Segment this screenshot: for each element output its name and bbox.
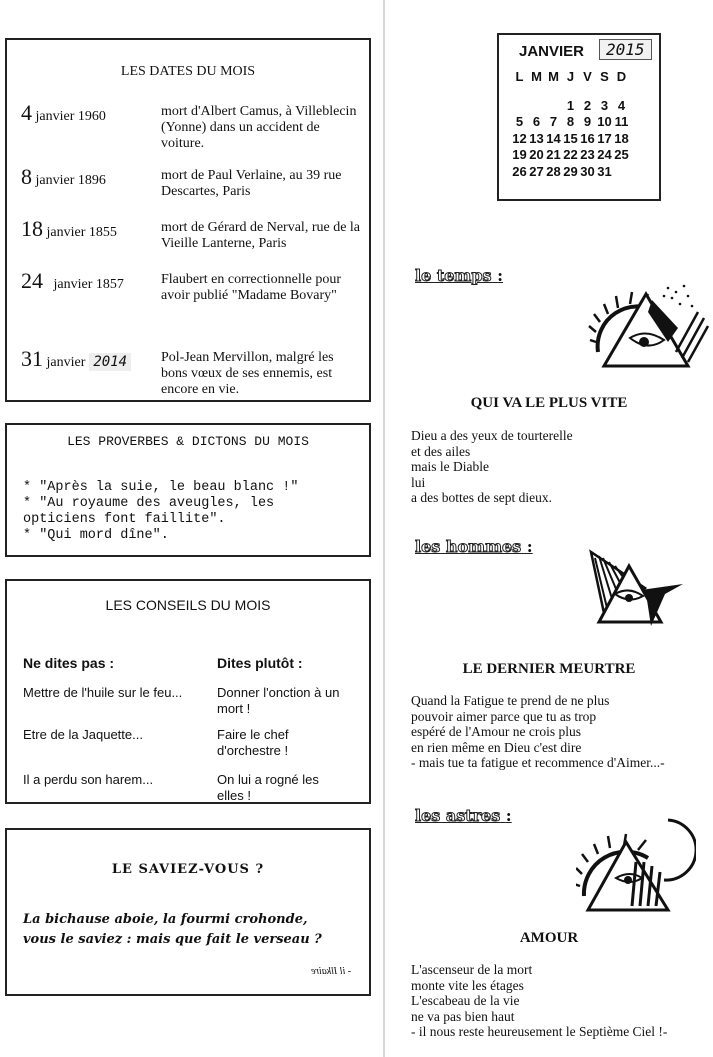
calendar (497, 33, 661, 201)
calendar-day: 3 (600, 97, 609, 113)
calendar-week (511, 114, 630, 131)
calendar-day: 27 (529, 163, 544, 179)
page-fold (383, 0, 385, 1057)
weekday-label: M (531, 69, 542, 84)
proverb-line: * "Qui mord dîne". (23, 528, 169, 543)
weekday-label: M (548, 69, 559, 84)
calendar-day: 23 (580, 147, 595, 162)
mirrored-signature: - il Ilkaire (310, 966, 351, 977)
date-text: Flaubert en correctionnelle pour avoir publié "Madame Bovary" (161, 272, 341, 303)
date-day: 31 (21, 346, 43, 371)
poem-title: AMOUR (519, 930, 579, 946)
date-text: mort de Paul Verlaine, au 39 rue Descartes, Paris (161, 168, 342, 199)
calendar-day: 17 (597, 130, 612, 146)
saviez-title: LE SAVIEZ-VOUS ? (111, 862, 265, 877)
poem-line: et des ailes (411, 443, 471, 459)
poem-line: monte vite les étages (411, 977, 524, 993)
poem-line: mais le Diable (411, 459, 489, 475)
date-day: 4 (21, 100, 32, 125)
poem-line: ne va pas bien haut (411, 1008, 515, 1024)
section-heading: les hommes : (415, 537, 533, 556)
poem-line: Quand la Fatigue te prend de ne plus (411, 693, 610, 708)
calendar-week (511, 164, 630, 181)
conseils-title: LES CONSEILS DU MOIS (105, 597, 271, 613)
weekday-label: V (583, 69, 592, 84)
weekday-label: J (566, 69, 575, 84)
date-label: janvier (46, 355, 86, 370)
poem-line: en rien même en Dieu c'est dire (411, 739, 582, 755)
triangle-bird-illustration (585, 548, 685, 628)
poem-line: lui (411, 474, 426, 490)
calendar-day: 5 (515, 114, 524, 129)
section-heading: les astres : (415, 806, 512, 825)
calendar-weekday-row (511, 69, 630, 86)
calendar-day: 26 (512, 163, 527, 179)
calendar-day: 18 (614, 130, 629, 146)
proverb-line: opticiens font faillite". (23, 512, 226, 527)
calendar-day (511, 98, 528, 115)
conseils-box (5, 579, 371, 804)
proverbs-box (5, 423, 371, 557)
calendar-day: 16 (580, 130, 595, 146)
proverbs-title: LES PROVERBES & DICTONS DU MOIS (67, 434, 309, 449)
poem-body (411, 428, 711, 506)
date-label: janvier 1855 (46, 225, 117, 240)
saviez-line: La bichause aboie, la fourmi crohonde, (23, 912, 308, 927)
poem-body (411, 693, 711, 771)
date-day: 18 (21, 216, 43, 241)
calendar-day: 10 (597, 114, 612, 129)
date-label: janvier 1857 (53, 277, 124, 292)
calendar-day: 4 (617, 97, 626, 113)
conseils-right-cell: On lui a rogné les elles ! (217, 772, 319, 803)
calendar-day (613, 164, 630, 181)
calendar-month: JANVIER (519, 43, 585, 60)
date-text: mort de Gérard de Nerval, rue de la Vieille Lanterne, Paris (161, 220, 361, 251)
calendar-day: 29 (563, 163, 578, 179)
poem-line: - il nous reste heureusement le Septième Ciel !- (411, 1024, 668, 1040)
date-label: janvier 1960 (35, 109, 106, 124)
calendar-day: 21 (546, 147, 561, 162)
calendar-day: 13 (529, 130, 544, 146)
poem-line: L'ascenseur de la mort (411, 962, 533, 977)
poem-line: pouvoir aimer parce que tu as trop (411, 708, 597, 724)
poem-line: L'escabeau de la vie (411, 993, 520, 1009)
sun-triangle-illustration (588, 282, 712, 378)
saviez-line: vous le saviez : mais que fait le verseau ? (23, 932, 322, 947)
date-label: janvier 1896 (35, 173, 106, 188)
conseils-left-header: Ne dites pas : (23, 655, 115, 671)
poem-line: Dieu a des yeux de tourterelle (411, 428, 573, 443)
calendar-grid (511, 69, 630, 180)
calendar-week (511, 131, 630, 148)
sun-moon-illustration (576, 816, 696, 916)
proverb-line: * "Au royaume des aveugles, les (23, 496, 275, 511)
dates-box (5, 38, 371, 402)
calendar-day (545, 98, 562, 115)
calendar-day: 14 (546, 130, 561, 146)
date-day: 24 (21, 268, 43, 293)
poem-body (411, 962, 711, 1040)
year-stamp: 2014 (89, 353, 131, 371)
calendar-day: 7 (549, 114, 558, 129)
date-text: mort d'Albert Camus, à Villeblecin (Yonne) dans un accident de voiture. (161, 104, 357, 151)
section-heading: le temps : (415, 266, 504, 285)
date-day: 8 (21, 164, 32, 189)
conseils-right-cell: Donner l'onction à un mort ! (217, 685, 340, 716)
saviez-box (5, 828, 371, 996)
poem-line: a des bottes de sept dieux. (411, 490, 552, 506)
calendar-day: 24 (597, 147, 612, 162)
calendar-day: 15 (563, 130, 578, 146)
proverb-line: * "Après la suie, le beau blanc !" (23, 480, 299, 495)
date-text: Pol-Jean Mervillon, malgré les bons vœux de ses ennemis, est encore en vie. (161, 350, 334, 397)
calendar-day: 6 (532, 114, 541, 129)
calendar-day: 12 (512, 130, 527, 146)
poem-line: espéré de l'Amour ne crois plus (411, 724, 582, 740)
conseils-left-cell: Etre de la Jaquette... (23, 727, 143, 742)
calendar-day: 8 (566, 114, 575, 129)
weekday-label: S (600, 69, 609, 84)
calendar-year-stamp: 2015 (599, 39, 652, 60)
poem-title: QUI VA LE PLUS VITE (470, 395, 628, 411)
proverbs-body (23, 480, 355, 544)
calendar-day: 9 (583, 114, 592, 129)
calendar-day: 25 (614, 147, 629, 162)
calendar-day: 28 (546, 163, 561, 179)
conseils-left-cell: Mettre de l'huile sur le feu... (23, 685, 183, 700)
calendar-day: 11 (614, 114, 629, 129)
dates-title: LES DATES DU MOIS (120, 64, 256, 79)
calendar-day: 20 (529, 147, 544, 162)
weekday-label: D (616, 69, 627, 84)
calendar-day: 1 (566, 97, 575, 113)
poem-title: LE DERNIER MEURTRE (462, 661, 636, 677)
calendar-week (511, 147, 630, 164)
poem-line: - mais tue ta fatigue et recommence d'Aimer...- (411, 755, 665, 771)
saviez-body (23, 910, 359, 950)
conseils-right-cell: Faire le chef d'orchestre ! (217, 727, 289, 758)
calendar-week (511, 98, 630, 115)
weekday-label: L (515, 69, 524, 84)
calendar-day (528, 98, 545, 115)
conseils-right-header: Dites plutôt : (217, 655, 303, 671)
calendar-day: 2 (583, 97, 592, 113)
calendar-day: 31 (597, 163, 612, 179)
calendar-day: 22 (563, 147, 578, 162)
conseils-left-cell: Il a perdu son harem... (23, 772, 154, 787)
calendar-day: 19 (512, 147, 527, 162)
calendar-day: 30 (580, 163, 595, 179)
